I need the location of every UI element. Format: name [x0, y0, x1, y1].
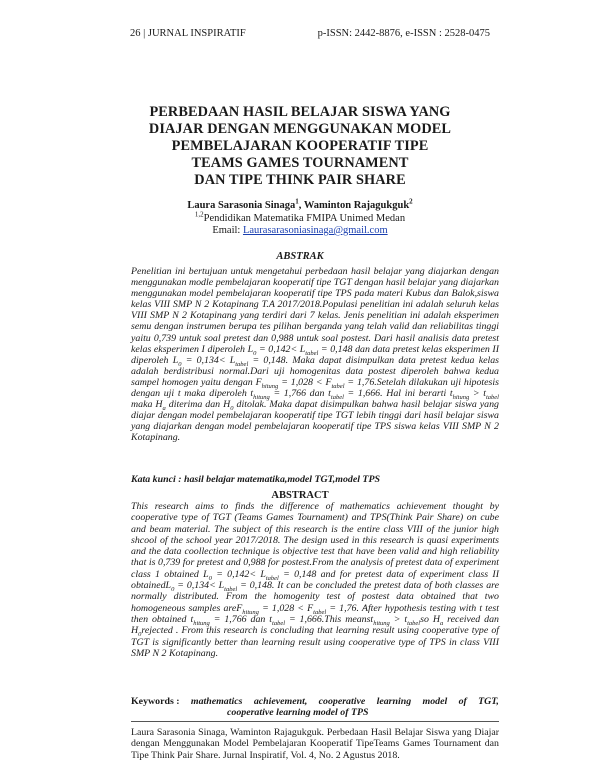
citation [131, 727, 499, 761]
author-block [0, 197, 600, 238]
abstrak-heading: ABSTRAK [276, 251, 324, 262]
keywords-line-1 [131, 696, 499, 707]
abstract-heading: ABSTRACT [271, 490, 329, 501]
affiliation [0, 210, 600, 226]
paper-title [0, 104, 600, 189]
keywords-line-2: cooperative learning model of TPS [227, 707, 369, 718]
keyword-word: mathematics [190, 696, 243, 707]
abstract-paragraph: This research aims to finds the difference of mathematics achievement thought by cooperative type of TGT (Teams Games Tournament) and TPS(Think Pair Share) on cube and beam material. The subject of this research is the entire class VIII of the junior high shcool of the school year 2017/2018. The design used in this research is quasi experiments and the data coollection technique is objective test that have been valid and high reliability that is 0,739 for pretest and 0,988 for postest.From the analysis of pretest data of experiment class 1 obtained $L_0 = 0,142< L_{tabel} = 0,148$ and for pretest data of experiment class II obtainedL$_0$ = $0,134< L_{tabel} = 0,148$. It can be concluded the pretest data of both classes are normally distributed. From the homogenity test of postest data obtained that two homogeneous samples areF$_{hitung}$ = $1,028 < F_{tabel} = 1,76$. After hypothesis testing with t test then obtained $t_{hitung} = 1,766$ dan $t_{tabel}$ = 1,666.This meanst$_{hitung}$ > $t_{tabel}so$ $H_a$ received dan $H_0rejected$ . From this research is concluding that learning result using cooperative type of TGT is significantly better than learning result using cooperative type of TPS in class VIII SMP N 2 Kotapinang. [131, 501, 499, 659]
affiliation-text: Pendidikan Matematika FMIPA Unimed Medan [203, 212, 406, 224]
title-line: DAN TIPE THINK PAIR SHARE [194, 172, 406, 188]
keyword-word: cooperative [318, 696, 366, 707]
author-1-sup: 1 [295, 197, 299, 206]
keyword-word: of [458, 696, 467, 707]
author-names [0, 197, 600, 213]
title-line: TEAMS GAMES TOURNAMENT [191, 155, 409, 171]
affiliation-sup: 1,2 [194, 210, 204, 218]
email-link[interactable]: Laurasarasoniasinaga@gmail.com [242, 225, 388, 236]
journal-page-label: 26 | JURNAL INSPIRATIF [130, 28, 246, 39]
keyword-word: TGT, [478, 696, 499, 707]
keyword-word: learning [376, 696, 412, 707]
author-2: Waminton Rajagukguk [303, 200, 410, 211]
running-header [130, 28, 490, 42]
keywords [131, 696, 499, 718]
issn-label: p-ISSN: 2442-8876, e-ISSN : 2528-0475 [317, 28, 490, 39]
email-label: Email: [212, 225, 243, 236]
abstract-body [131, 501, 499, 659]
email-line [0, 225, 600, 238]
title-line: DIAJAR DENGAN MENGGUNAKAN MODEL [148, 121, 452, 137]
author-separator: , [298, 200, 304, 211]
title-line: PERBEDAAN HASIL BELAJAR SISWA YANG [149, 104, 451, 120]
author-1: Laura Sarasonia Sinaga [187, 200, 296, 211]
abstrak-body [131, 266, 499, 444]
keyword-word: model [422, 696, 448, 707]
citation-text: Laura Sarasonia Sinaga, Waminton Rajagukguk. Perbedaan Hasil Belajar Siswa yang Diajar dengan Menggunakan Model Pembelajaran Kooperatif TipeTeams Games Tournament dan Tipe Think Pair Share. Jurnal Inspiratif, Vol. 4, No. 2 Agustus 2018. [131, 727, 499, 761]
kata-kunci: Kata kunci : hasil belajar matematika,model TGT,model TPS [131, 474, 380, 485]
title-line: PEMBELAJARAN KOOPERATIF TIPE [171, 138, 429, 154]
footer-divider [131, 721, 499, 722]
keywords-label: Keywords : [131, 696, 180, 707]
abstrak-paragraph: Penelitian ini bertujuan untuk mengetahui perbedaan hasil belajar yang diajarkan dengan menggunakan modle pembelajaran kooperatif tipe TGT dengan hasil belajar yang diajarkan menggunakan model pembelajaran kooperatif tipe TPS pada materi Kubus dan Balok,siswa kelas VIII SMP N 2 Kotapinang T.A 2017/2018.Populasi penelitian ini adalah seluruh kelas VIII SMP N 2 Kotapinang yang terdiri dari 7 kelas. Jenis penelitian ini adalah eksperimen semu dengan instrumen berupa tes pilihan berganda yang telah valid dan reliabilitas tinggi yaitu 0,739 untuk soal pretest dan 0,988 untuk soal postest. Dari hasil analisis data pretest kelas eksperimen I diperoleh $L_0 = 0,142< L_{tabel} = 0,148$ dan data pretest kelas eksperimen II diperoleh $L_0 = 0,134< L_{tabel} = 0,148$. Maka dapat disimpulkan data pretest kedua kelas adalah berdistribusi normal.Dari uji homogenitas data postest diperoleh bahwa kedua sampel homogen yaitu dengan $F_{hitung} = 1,028 < F_{tabel}$ = 1,76.Setelah dilakukan uji hipotesis dengan uji t maka diperoleh $t_{hitung} = 1,766$ dan $t_{tabel} = 1,666$. Hal ini berarti $t_{hitung} > t_{tabel}$ maka $H_a$ diterima dan $H_0$ ditolak. Maka dapat disimpulkan bahwa hasil belajar siswa yang diajar dengan model pembelajaran kooperatif tipe TGT lebih tinggi dari hasil belajar siswa yang diajarkan dengan model pembelajaran kooperatif tipe TPS siswa kelas VIII SMP N 2 Kotapinang. [131, 266, 499, 444]
keyword-word: achievement, [253, 696, 308, 707]
author-2-sup: 2 [409, 197, 413, 206]
